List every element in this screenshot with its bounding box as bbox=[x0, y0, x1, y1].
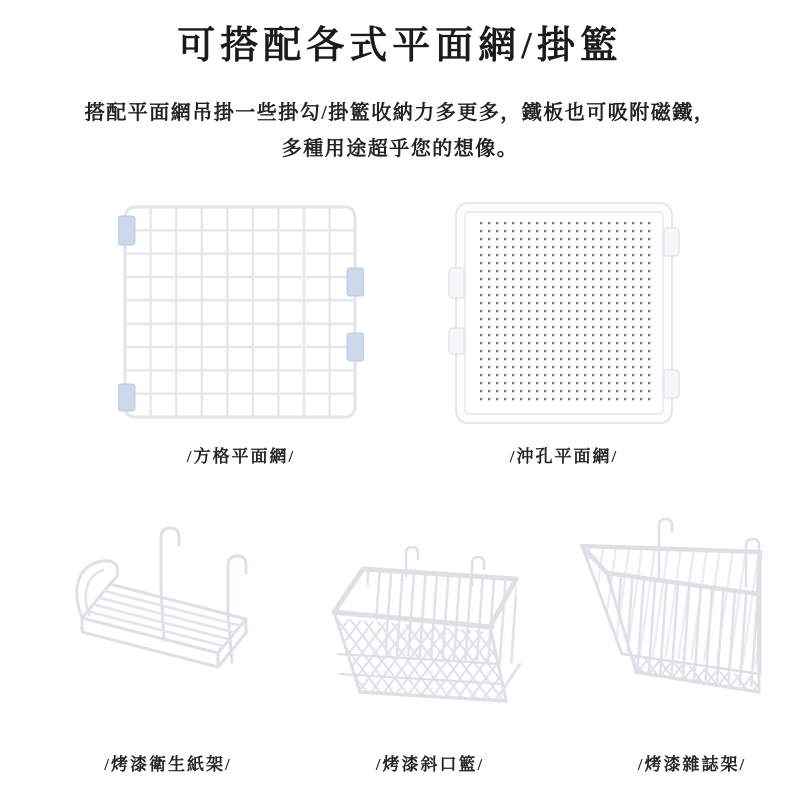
perforated-panel-image bbox=[448, 198, 680, 428]
panel-clip-icon bbox=[347, 268, 364, 296]
toilet-paper-rack-image bbox=[58, 520, 273, 710]
peg-hook-icon bbox=[228, 556, 246, 614]
magazine-rack-drawing bbox=[562, 516, 770, 712]
slant-basket-drawing bbox=[330, 542, 530, 710]
toilet-paper-rack-drawing bbox=[58, 520, 273, 710]
panel-clip-icon bbox=[347, 333, 364, 361]
subtitle-line-1: 搭配平面網吊掛一些掛勾/掛籃收納力多更多，鐵板也可吸附磁鐵， bbox=[84, 102, 716, 124]
panel-clip-icon bbox=[664, 370, 679, 398]
perforated-panel-drawing bbox=[448, 198, 680, 428]
label-toilet-paper-rack: /烤漆衛生紙架/ bbox=[104, 755, 232, 774]
label-grid-mesh-panel: /方格平面網/ bbox=[186, 447, 296, 466]
label-perforated-panel: /沖孔平面網/ bbox=[509, 447, 619, 466]
grid-mesh-panel-drawing bbox=[118, 198, 364, 428]
magazine-rack-image bbox=[562, 516, 770, 712]
label-magazine-rack: /烤漆雜誌架/ bbox=[637, 755, 747, 774]
slant-basket-image bbox=[330, 542, 530, 710]
panel-clip-icon bbox=[664, 228, 679, 256]
peg-hook-icon bbox=[161, 528, 179, 588]
panel-clip-icon bbox=[449, 268, 464, 298]
panel-clip-icon bbox=[118, 384, 135, 411]
label-slant-basket: /烤漆斜口籃/ bbox=[375, 755, 485, 774]
grid-mesh-panel-image bbox=[118, 198, 364, 428]
subtitle-line-2: 多種用途超乎您的想像。 bbox=[281, 138, 519, 160]
panel-clip-icon bbox=[449, 328, 464, 354]
page-title: 可搭配各式平面網/掛籃 bbox=[177, 25, 623, 67]
panel-clip-icon bbox=[118, 216, 135, 245]
